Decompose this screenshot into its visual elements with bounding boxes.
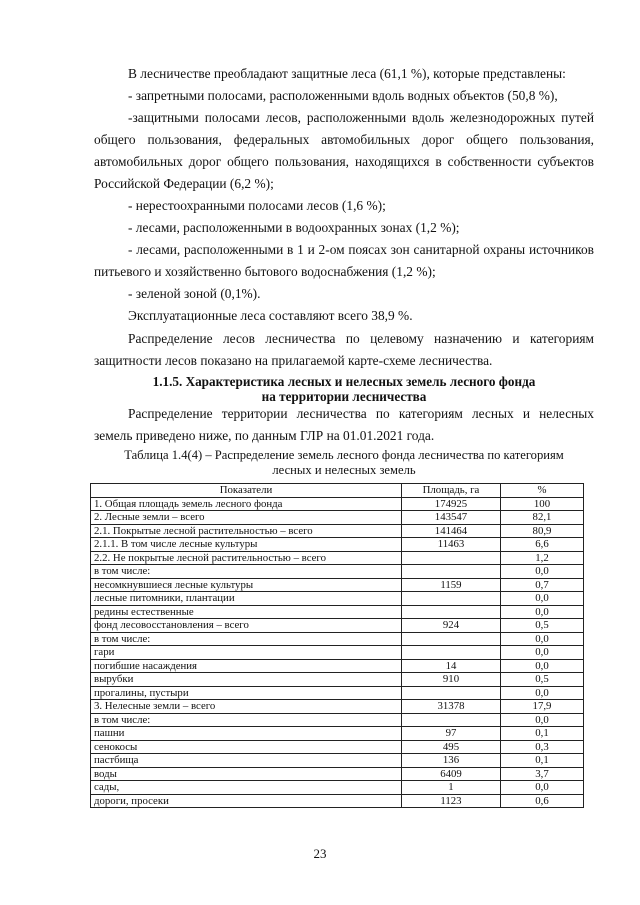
cell-indicator: пашни — [91, 727, 402, 741]
table-row — [91, 700, 584, 714]
table-row — [91, 794, 584, 808]
cell-indicator: вырубки — [91, 673, 402, 687]
cell-indicator: сенокосы — [91, 740, 402, 754]
cell-percent: 0,0 — [501, 565, 584, 579]
column-header-area: Площадь, га — [402, 484, 501, 498]
cell-percent: 0,5 — [501, 673, 584, 687]
cell-indicator: фонд лесовосстановления – всего — [91, 619, 402, 633]
cell-percent: 0,0 — [501, 713, 584, 727]
table-row — [91, 605, 584, 619]
cell-area: 495 — [402, 740, 501, 754]
cell-percent: 0,0 — [501, 592, 584, 606]
cell-area — [402, 713, 501, 727]
cell-area — [402, 646, 501, 660]
cell-percent: 0,0 — [501, 605, 584, 619]
cell-percent: 0,0 — [501, 686, 584, 700]
cell-indicator: гари — [91, 646, 402, 660]
table-row — [91, 578, 584, 592]
cell-indicator: 2.1. Покрытые лесной растительностью – всего — [91, 524, 402, 538]
cell-percent: 0,0 — [501, 781, 584, 795]
cell-area: 141464 — [402, 524, 501, 538]
table-row — [91, 781, 584, 795]
cell-percent: 6,6 — [501, 538, 584, 552]
table-row — [91, 646, 584, 660]
table-row — [91, 632, 584, 646]
paragraph-exploitation-forests: Эксплуатационные леса составляют всего 38,9 %. — [128, 308, 413, 323]
cell-area — [402, 565, 501, 579]
cell-indicator: несомкнувшиеся лесные культуры — [91, 578, 402, 592]
table-row — [91, 673, 584, 687]
cell-area — [402, 632, 501, 646]
cell-percent: 3,7 — [501, 767, 584, 781]
cell-percent: 0,3 — [501, 740, 584, 754]
table-row — [91, 619, 584, 633]
table-row — [91, 686, 584, 700]
table-caption-line2: лесных и нелесных земель — [272, 463, 416, 477]
paragraph-protective-forests: В лесничестве преобладают защитные леса (61,1 %), которые представлены: — [128, 66, 566, 81]
table-header-row — [91, 484, 584, 498]
cell-percent: 0,5 — [501, 619, 584, 633]
cell-area: 143547 — [402, 511, 501, 525]
cell-percent: 0,1 — [501, 727, 584, 741]
cell-indicator: 2.2. Не покрытые лесной растительностью – всего — [91, 551, 402, 565]
list-item-road-belts: -защитными полосами лесов, расположенными вдоль железнодорожных путей общего пользования, федеральных автомобильных дорог общего пользования, автомобильных дорог общего пользования, находящихся в собственности субъектов Российской Федерации (6,2 %); — [94, 110, 594, 191]
cell-area: 1123 — [402, 794, 501, 808]
land-distribution-table — [90, 483, 584, 808]
cell-area: 6409 — [402, 767, 501, 781]
cell-indicator: в том числе: — [91, 713, 402, 727]
table-row — [91, 740, 584, 754]
cell-percent: 0,7 — [501, 578, 584, 592]
cell-indicator: в том числе: — [91, 565, 402, 579]
cell-percent: 0,1 — [501, 754, 584, 768]
cell-indicator: 2.1.1. В том числе лесные культуры — [91, 538, 402, 552]
column-header-indicator: Показатели — [91, 484, 402, 498]
column-header-percent: % — [501, 484, 584, 498]
cell-percent: 0,0 — [501, 646, 584, 660]
cell-indicator: прогалины, пустыри — [91, 686, 402, 700]
cell-area: 910 — [402, 673, 501, 687]
cell-percent: 17,9 — [501, 700, 584, 714]
cell-area: 1 — [402, 781, 501, 795]
cell-indicator: сады, — [91, 781, 402, 795]
cell-area: 11463 — [402, 538, 501, 552]
cell-area: 924 — [402, 619, 501, 633]
cell-percent: 80,9 — [501, 524, 584, 538]
table-row — [91, 524, 584, 538]
cell-indicator: пастбища — [91, 754, 402, 768]
table-row — [91, 497, 584, 511]
table-caption-line1: Таблица 1.4(4) – Распределение земель лесного фонда лесничества по категориям — [124, 448, 564, 462]
cell-area: 14 — [402, 659, 501, 673]
cell-percent: 1,2 — [501, 551, 584, 565]
list-item-water-protection: - лесами, расположенными в водоохранных зонах (1,2 %); — [128, 220, 460, 235]
cell-percent: 0,0 — [501, 632, 584, 646]
table-row — [91, 592, 584, 606]
table-row — [91, 767, 584, 781]
list-item-spawning-belts: - нерестоохранными полосами лесов (1,6 %); — [128, 198, 386, 213]
cell-indicator: в том числе: — [91, 632, 402, 646]
cell-area: 31378 — [402, 700, 501, 714]
cell-percent: 0,6 — [501, 794, 584, 808]
cell-percent: 82,1 — [501, 511, 584, 525]
cell-area: 97 — [402, 727, 501, 741]
page-number: 23 — [313, 846, 327, 861]
cell-indicator: редины естественные — [91, 605, 402, 619]
list-item-sanitary-zones: - лесами, расположенными в 1 и 2-ом поясах зон санитарной охраны источников питьевого и хозяйственно бытового водоснабжения (1,2 %); — [94, 242, 594, 279]
paragraph-table-intro: Распределение территории лесничества по категориям лесных и нелесных земель приведено ниже, по данным ГЛР на 01.01.2021 года. — [94, 406, 594, 443]
cell-area: 174925 — [402, 497, 501, 511]
cell-indicator: 3. Нелесные земли – всего — [91, 700, 402, 714]
table-row — [91, 754, 584, 768]
cell-area — [402, 551, 501, 565]
section-heading-line2: на территории лесничества — [261, 389, 427, 404]
table-row — [91, 713, 584, 727]
table-row — [91, 511, 584, 525]
table-row — [91, 551, 584, 565]
cell-indicator: погибшие насаждения — [91, 659, 402, 673]
table-row — [91, 727, 584, 741]
table-row — [91, 538, 584, 552]
cell-area: 1159 — [402, 578, 501, 592]
cell-indicator: лесные питомники, плантации — [91, 592, 402, 606]
cell-area — [402, 686, 501, 700]
cell-area — [402, 605, 501, 619]
cell-indicator: воды — [91, 767, 402, 781]
cell-percent: 0,0 — [501, 659, 584, 673]
cell-indicator: дороги, просеки — [91, 794, 402, 808]
cell-indicator: 2. Лесные земли – всего — [91, 511, 402, 525]
list-item-green-zone: - зеленой зоной (0,1%). — [128, 286, 261, 301]
paragraph-distribution-map: Распределение лесов лесничества по целевому назначению и категориям защитности лесов показано на прилагаемой карте-схеме лесничества. — [94, 331, 594, 368]
cell-percent: 100 — [501, 497, 584, 511]
list-item-water-objects: - запретными полосами, расположенными вдоль водных объектов (50,8 %), — [128, 88, 558, 103]
table-row — [91, 659, 584, 673]
cell-indicator: 1. Общая площадь земель лесного фонда — [91, 497, 402, 511]
table-row — [91, 565, 584, 579]
cell-area: 136 — [402, 754, 501, 768]
section-heading-line1: 1.1.5. Характеристика лесных и нелесных земель лесного фонда — [152, 374, 536, 389]
cell-area — [402, 592, 501, 606]
